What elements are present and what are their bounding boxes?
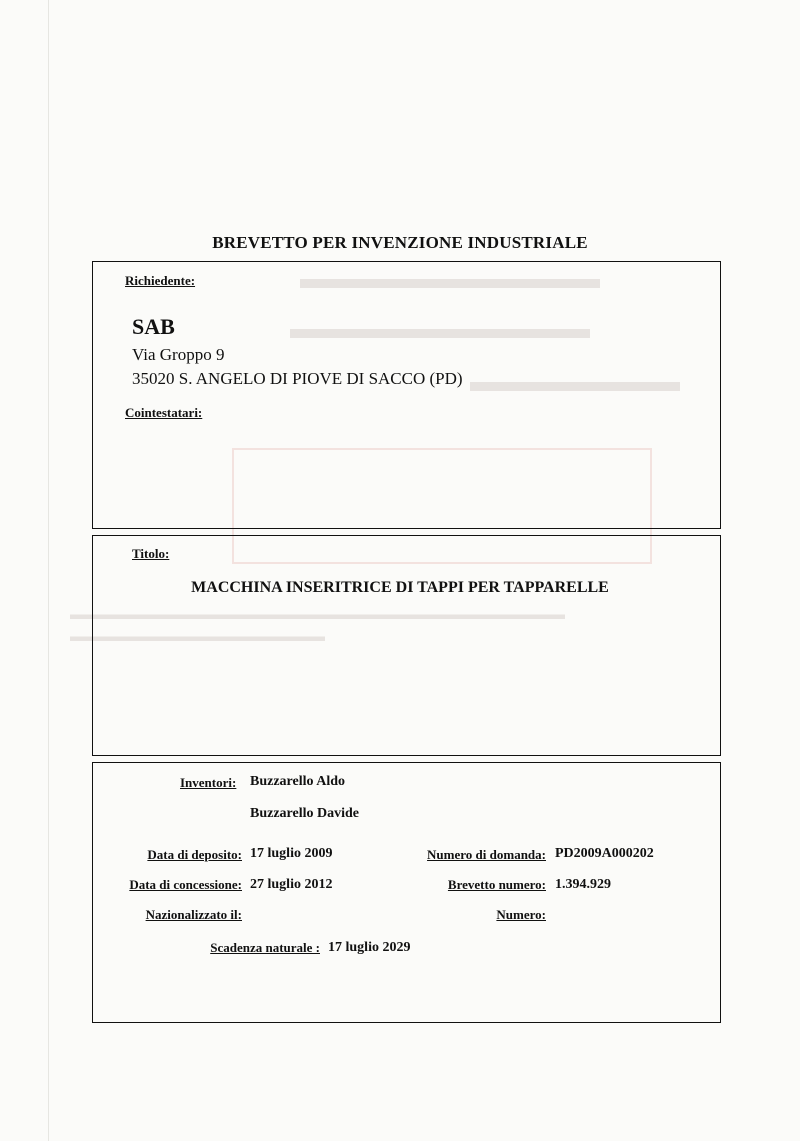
nationalized-label: Nazionalizzato il: [145, 907, 242, 922]
inventors-label: Inventori: [180, 775, 237, 790]
inventor-name-1: Buzzarello Aldo [250, 774, 346, 789]
applicant-label: Richiedente: [125, 273, 196, 288]
invention-title: MACCHINA INSERITRICE DI TAPPI PER TAPPARELLE [191, 579, 609, 596]
expiry-value: 17 luglio 2029 [328, 940, 411, 955]
ghost-text-line1: ▬▬▬▬▬▬▬▬▬▬▬▬▬▬▬▬▬▬▬▬▬▬▬▬▬▬▬▬▬▬▬▬▬ [70, 606, 565, 623]
invention-label: Titolo: [132, 546, 170, 561]
inventor-name-2: Buzzarello Davide [250, 806, 360, 821]
patent-number-value: 1.394.929 [555, 877, 611, 892]
applicant-name: SAB [132, 314, 175, 339]
applicant-address-line2: 35020 S. ANGELO DI PIOVE DI SACCO (PD) [132, 369, 463, 388]
page-fold-line [48, 0, 49, 1141]
ghost-text-brevetto: ▬▬▬▬▬▬▬▬▬▬ [290, 312, 590, 345]
applicant-address-line1: Via Groppo 9 [132, 345, 225, 364]
grant-date-label: Data di concessione: [129, 877, 242, 892]
number-label: Numero: [496, 907, 546, 922]
ghost-text-verbale: ▬▬▬▬▬▬▬▬▬▬ [300, 262, 600, 295]
ghost-text-industriale: ▬▬▬▬▬▬▬ [470, 365, 680, 398]
application-number-label: Numero di domanda: [427, 847, 546, 862]
filing-date-label: Data di deposito: [147, 847, 242, 862]
expiry-label: Scadenza naturale : [210, 940, 320, 955]
invention-box [92, 535, 721, 756]
application-number-value: PD2009A000202 [555, 846, 654, 861]
filing-date-value: 17 luglio 2009 [250, 846, 333, 861]
patent-number-label: Brevetto numero: [447, 877, 546, 892]
applicant-box [92, 261, 721, 529]
document-title: BREVETTO PER INVENZIONE INDUSTRIALE [212, 233, 588, 252]
grant-date-value: 27 luglio 2012 [250, 877, 333, 892]
co-holders-label: Cointestatari: [125, 405, 203, 420]
ghost-text-line2: ▬▬▬▬▬▬▬▬▬▬▬▬▬▬▬▬▬ [70, 628, 325, 645]
